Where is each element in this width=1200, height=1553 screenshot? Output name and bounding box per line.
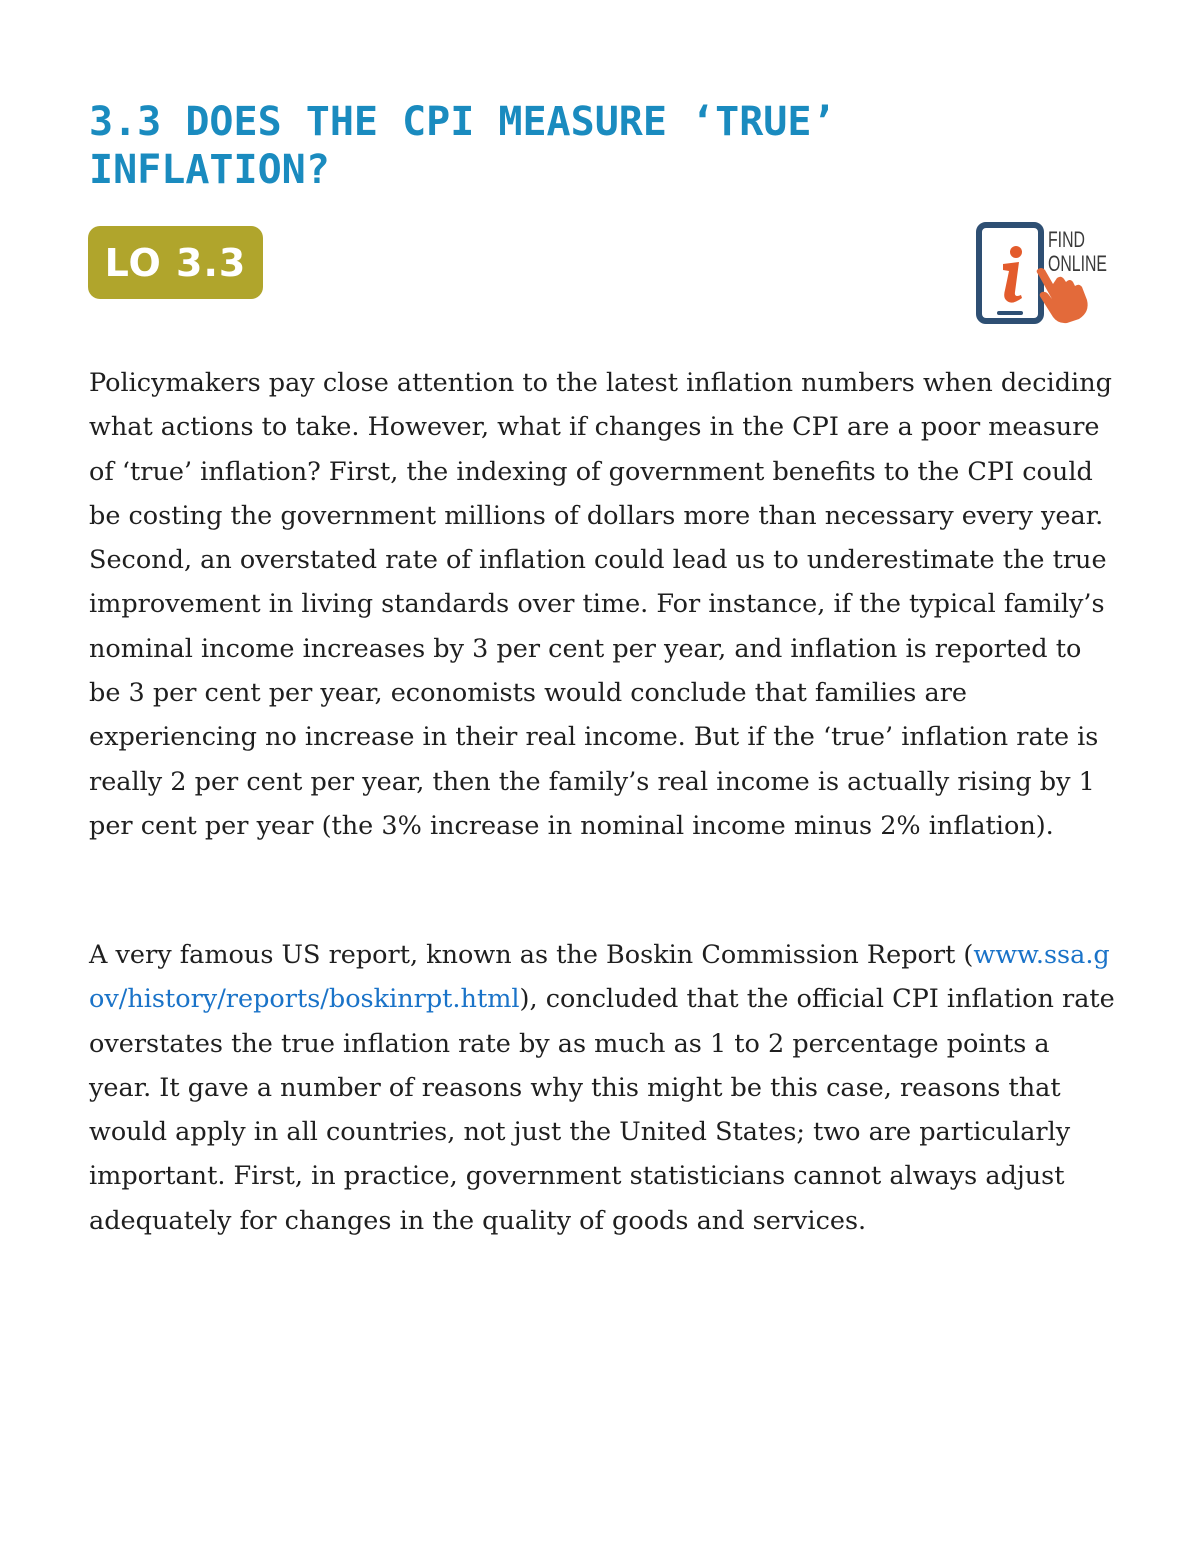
body-paragraph-2	[89, 933, 1119, 1243]
paragraph-2-lead: A very famous US report, known as the Boskin Commission Report (	[89, 940, 974, 970]
boskin-report-link[interactable]: www.ssa.gov/history/reports/boskinrpt.html	[89, 940, 1110, 1015]
find-online-link[interactable]	[975, 222, 1120, 327]
find-online-line1: FIND	[1048, 227, 1085, 252]
learning-objective-label: LO 3.3	[104, 240, 247, 285]
section-title: 3.3 DOES THE CPI MEASURE ‘TRUE’ INFLATION?	[89, 99, 836, 193]
learning-objective-badge	[88, 226, 263, 299]
find-online-label	[1048, 228, 1107, 276]
find-online-line2: ONLINE	[1048, 251, 1107, 276]
paragraph-2-rest: ), concluded that the official CPI inflation rate overstates the true inflation rate by as much as 1 to 2 percentage points a year. It gave a number of reasons why this might be this case, reasons that would apply in all countries, not just the United States; two are particularly important. First, in practice, government statisticians cannot always adjust adequately for changes in the quality of goods and services.	[89, 984, 1115, 1236]
body-paragraph-1: Policymakers pay close attention to the latest inflation numbers when deciding what actions to take. However, what if changes in the CPI are a poor measure of ‘true’ inflation? First, the indexing of government benefits to the CPI could be costing the government millions of dollars more than necessary every year. Second, an overstated rate of inflation could lead us to underestimate the true improvement in living standards over time. For instance, if the typical family’s nominal income increases by 3 per cent per year, and inflation is reported to be 3 per cent per year, economists would conclude that families are experiencing no increase in their real income. But if the ‘true’ inflation rate is really 2 per cent per year, then the family’s real income is actually rising by 1 per cent per year (the 3% increase in nominal income minus 2% inflation).	[89, 368, 1112, 841]
